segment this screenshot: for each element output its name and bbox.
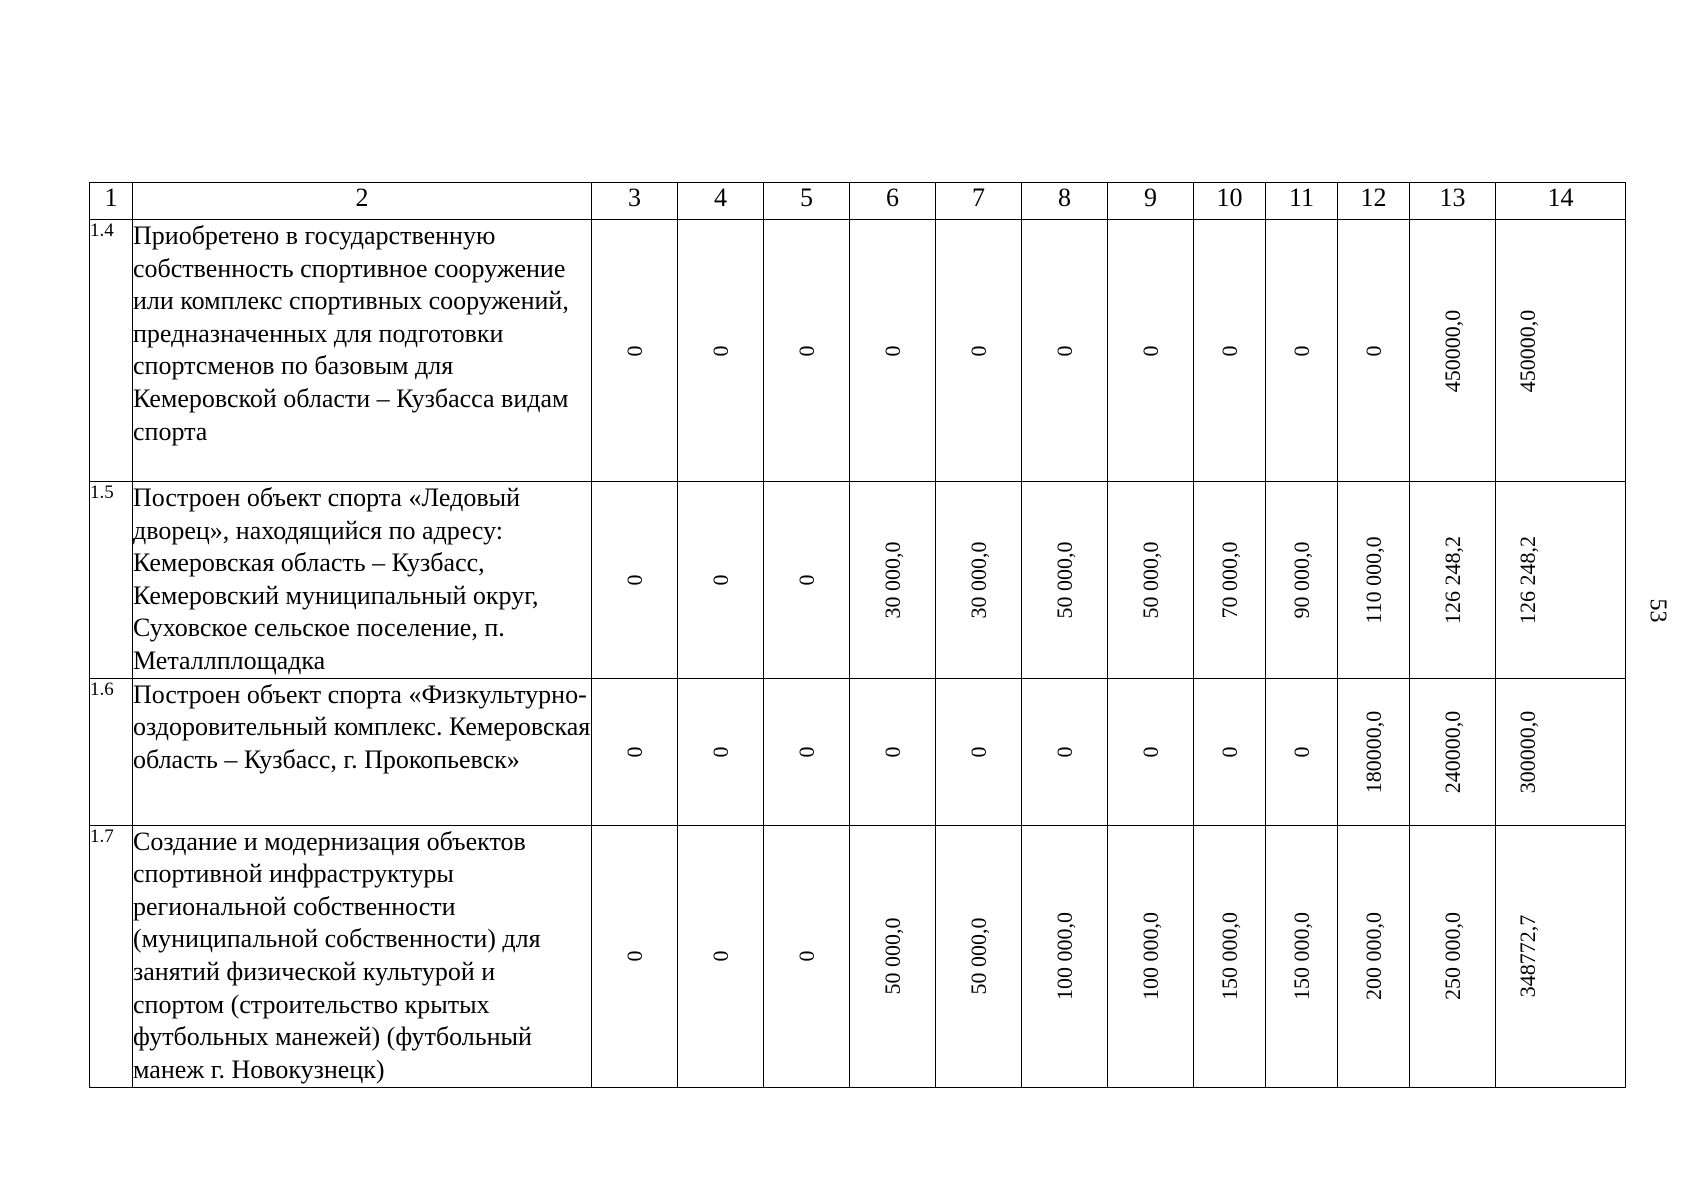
value-cell	[1194, 220, 1266, 482]
value-cell	[764, 220, 850, 482]
value-cell	[1194, 678, 1266, 825]
value-cell	[936, 678, 1022, 825]
value-cell	[1338, 678, 1410, 825]
cell-value: 0	[1216, 345, 1242, 356]
header-cell: 3	[592, 183, 678, 220]
value-cell	[1108, 482, 1194, 679]
cell-value: 50 000,0	[879, 917, 905, 995]
value-cell	[1338, 220, 1410, 482]
row-description: Построен объект спорта «Ледовый дворец», находящийся по адресу: Кемеровская область – Кузбасс, Кемеровский муниципальный округ, Суховское сельское поселение, п. Металлплощадка	[133, 482, 592, 679]
cell-value: 450000,0	[1515, 309, 1541, 392]
cell-value: 100 000,0	[1137, 912, 1163, 1001]
value-cell	[936, 482, 1022, 679]
cell-value: 180000,0	[1360, 710, 1386, 793]
value-cell	[1496, 220, 1626, 482]
cell-value: 0	[793, 345, 819, 356]
header-cell: 1	[90, 183, 133, 220]
value-cell	[1410, 825, 1496, 1087]
cell-value: 0	[707, 746, 733, 758]
cell-value: 150 000,0	[1288, 912, 1314, 1001]
cell-value: 30 000,0	[965, 541, 991, 619]
header-cell: 10	[1194, 183, 1266, 220]
value-cell	[850, 220, 936, 482]
value-cell	[592, 482, 678, 679]
cell-value: 200 000,0	[1360, 912, 1386, 1001]
value-cell	[592, 220, 678, 482]
value-cell	[592, 678, 678, 825]
cell-value: 110 000,0	[1360, 536, 1386, 624]
header-cell: 9	[1108, 183, 1194, 220]
value-cell	[678, 220, 764, 482]
cell-value: 240000,0	[1439, 710, 1465, 793]
cell-value: 0	[1216, 746, 1242, 758]
cell-value: 70 000,0	[1216, 541, 1242, 619]
cell-value: 0	[707, 950, 733, 962]
header-cell: 2	[133, 183, 592, 220]
header-cell: 12	[1338, 183, 1410, 220]
cell-value: 0	[621, 345, 647, 356]
row-number: 1.7	[90, 825, 133, 1087]
cell-value: 0	[1051, 345, 1077, 356]
table-row	[90, 220, 1626, 482]
value-cell	[1410, 482, 1496, 679]
value-cell	[1496, 678, 1626, 825]
header-cell: 11	[1266, 183, 1338, 220]
value-cell	[1496, 825, 1626, 1087]
value-cell	[1338, 825, 1410, 1087]
cell-value: 50 000,0	[965, 917, 991, 995]
value-cell	[1266, 678, 1338, 825]
value-cell	[678, 678, 764, 825]
cell-value: 0	[1288, 746, 1314, 758]
row-description: Создание и модернизация объектов спортивной инфраструктуры региональной собственности (муниципальной собственности) для занятий физической культурой и спортом (строительство крытых футбольных манежей) (футбольный манеж г. Новокузнецк)	[133, 825, 592, 1087]
row-number: 1.6	[90, 678, 133, 825]
cell-value: 0	[707, 574, 733, 586]
cell-value: 126 248,2	[1515, 535, 1541, 624]
data-table	[89, 182, 1626, 1088]
cell-value: 250 000,0	[1439, 912, 1465, 1001]
page-number: 53	[1644, 598, 1671, 623]
value-cell	[936, 220, 1022, 482]
value-cell	[850, 678, 936, 825]
row-number: 1.4	[90, 220, 133, 482]
cell-value: 150 000,0	[1216, 912, 1242, 1001]
value-cell	[850, 825, 936, 1087]
value-cell	[1410, 678, 1496, 825]
cell-value: 0	[707, 345, 733, 356]
cell-value: 0	[793, 746, 819, 758]
value-cell	[1108, 825, 1194, 1087]
value-cell	[1022, 825, 1108, 1087]
cell-value: 0	[1137, 746, 1163, 758]
cell-value: 0	[879, 746, 905, 758]
cell-value: 0	[621, 574, 647, 586]
value-cell	[1022, 220, 1108, 482]
header-row	[90, 183, 1626, 220]
cell-value: 0	[793, 574, 819, 586]
cell-value: 348772,7	[1515, 914, 1541, 998]
cell-value: 300000,0	[1515, 710, 1541, 793]
value-cell	[764, 482, 850, 679]
cell-value: 450000,0	[1439, 309, 1465, 392]
row-description: Построен объект спорта «Физкультурно-оздоровительный комплекс. Кемеровская область – Кузбасс, г. Прокопьевск»	[133, 678, 592, 825]
value-cell	[1022, 482, 1108, 679]
row-description: Приобретено в государственную собственность спортивное сооружение или комплекс спортивных сооружений, предназначенных для подготовки спортсменов по базовым для Кемеровской области – Кузбасса видам спорта	[133, 220, 592, 482]
value-cell	[1194, 482, 1266, 679]
cell-value: 0	[621, 950, 647, 962]
value-cell	[1108, 220, 1194, 482]
value-cell	[1338, 482, 1410, 679]
value-cell	[1496, 482, 1626, 679]
cell-value: 50 000,0	[1051, 541, 1077, 619]
value-cell	[1266, 482, 1338, 679]
value-cell	[850, 482, 936, 679]
value-cell	[764, 825, 850, 1087]
cell-value: 0	[1137, 345, 1163, 356]
value-cell	[764, 678, 850, 825]
cell-value: 50 000,0	[1137, 541, 1163, 619]
value-cell	[678, 825, 764, 1087]
cell-value: 0	[1051, 746, 1077, 758]
header-cell: 14	[1496, 183, 1626, 220]
cell-value: 126 248,2	[1439, 535, 1465, 624]
cell-value: 0	[621, 746, 647, 758]
cell-value: 0	[793, 950, 819, 962]
table-row	[90, 678, 1626, 825]
cell-value: 90 000,0	[1288, 541, 1314, 619]
value-cell	[592, 825, 678, 1087]
header-cell: 8	[1022, 183, 1108, 220]
value-cell	[936, 825, 1022, 1087]
value-cell	[678, 482, 764, 679]
value-cell	[1410, 220, 1496, 482]
row-number: 1.5	[90, 482, 133, 679]
cell-value: 0	[965, 345, 991, 356]
cell-value: 100 000,0	[1051, 912, 1077, 1001]
cell-value: 30 000,0	[879, 541, 905, 619]
value-cell	[1266, 220, 1338, 482]
header-cell: 4	[678, 183, 764, 220]
value-cell	[1022, 678, 1108, 825]
value-cell	[1194, 825, 1266, 1087]
table-row	[90, 482, 1626, 679]
value-cell	[1266, 825, 1338, 1087]
header-cell: 5	[764, 183, 850, 220]
cell-value: 0	[1360, 345, 1386, 356]
header-cell: 13	[1410, 183, 1496, 220]
header-cell: 6	[850, 183, 936, 220]
value-cell	[1108, 678, 1194, 825]
header-cell: 7	[936, 183, 1022, 220]
cell-value: 0	[965, 746, 991, 758]
cell-value: 0	[879, 345, 905, 356]
cell-value: 0	[1288, 345, 1314, 356]
table-row	[90, 825, 1626, 1087]
